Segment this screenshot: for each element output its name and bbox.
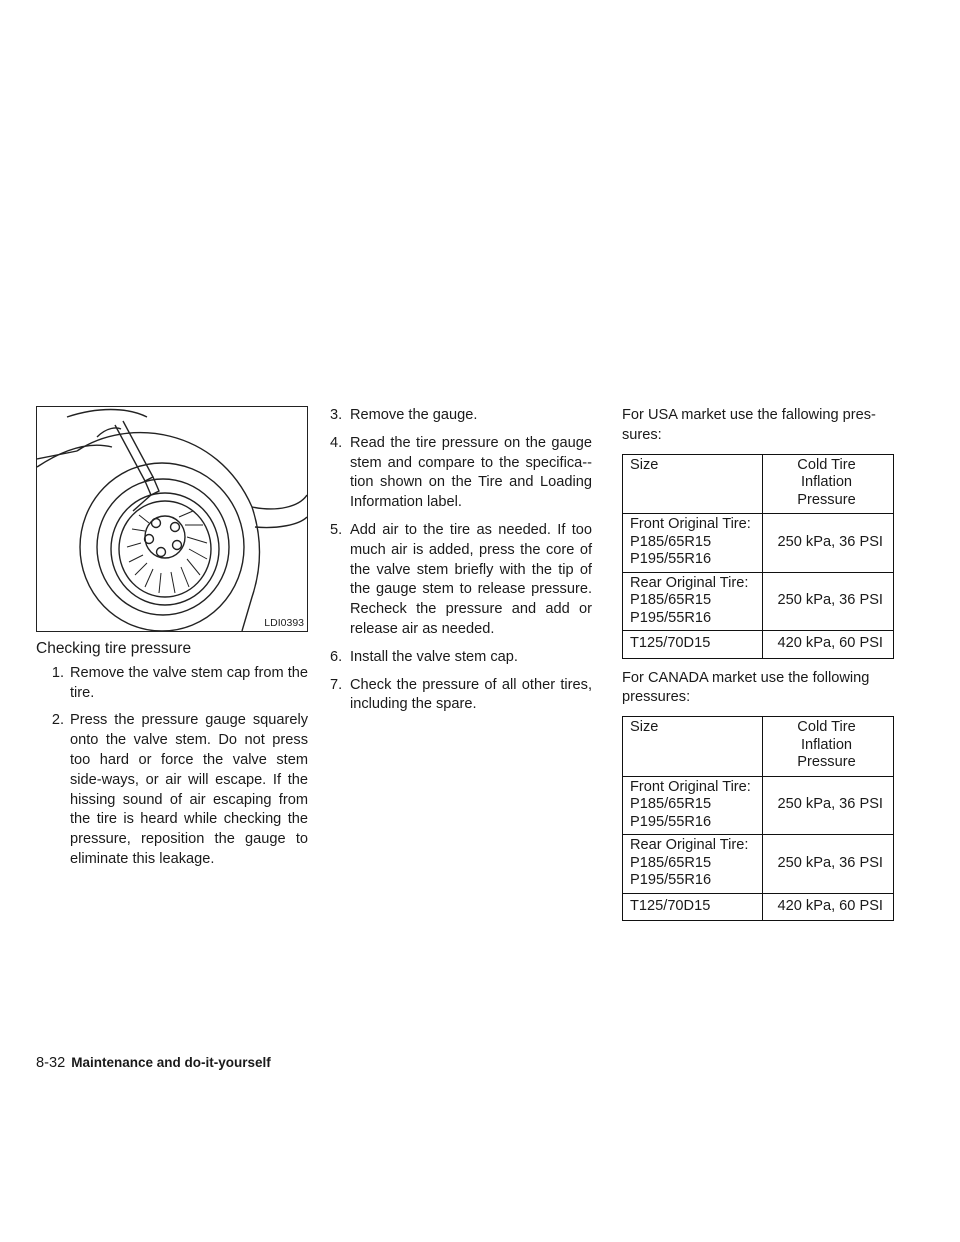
usa-pressure-table	[622, 454, 894, 659]
table-row	[623, 631, 894, 659]
column-middle	[330, 406, 592, 723]
pressure-cell: 420 kPa, 60 PSI	[763, 893, 894, 921]
table-row	[623, 776, 894, 835]
size-line: P195/55R16	[630, 813, 712, 830]
list-item	[36, 664, 308, 704]
list-item	[36, 711, 308, 869]
size-line: P185/65R15	[630, 796, 712, 813]
size-line: P195/55R16	[630, 609, 712, 626]
size-cell	[623, 572, 763, 631]
size-cell: T125/70D15	[623, 631, 763, 659]
pressure-cell: 250 kPa, 36 PSI	[763, 514, 894, 573]
step-number: 2.	[51, 712, 64, 729]
size-line: P185/65R15	[630, 533, 712, 550]
table-row	[623, 514, 894, 573]
footer-section-title: Maintenance and do-it-yourself	[71, 1055, 271, 1070]
size-line: P195/55R16	[630, 872, 712, 889]
step-text: Install the valve stem cap.	[350, 648, 518, 665]
size-line: P185/65R15	[630, 592, 712, 609]
size-cell	[623, 776, 763, 835]
canada-intro: For CANADA market use the following pressures:	[622, 669, 870, 706]
section-heading: Checking tire pressure	[36, 640, 192, 657]
size-line: Front Original Tire:	[630, 778, 751, 795]
list-item	[330, 434, 592, 513]
size-line: P185/65R15	[630, 854, 712, 871]
list-item	[330, 676, 592, 716]
step-text: Remove the gauge.	[350, 407, 478, 423]
step-number: 6.	[330, 648, 343, 665]
pressure-cell: 420 kPa, 60 PSI	[763, 631, 894, 659]
column-header-size: Size	[623, 454, 763, 514]
tire-gauge-drawing	[37, 407, 307, 631]
usa-intro: For USA market use the fallowing pres-sures:	[622, 407, 876, 443]
figure-label: LDI0393	[264, 617, 304, 629]
list-item	[330, 521, 592, 640]
list-item	[330, 648, 592, 668]
column-left	[36, 406, 308, 878]
column-header-pressure: Cold Tire Inflation Pressure	[763, 717, 894, 777]
size-line: Rear Original Tire:	[630, 574, 749, 591]
size-cell	[623, 835, 763, 894]
steps-list-1	[36, 664, 308, 870]
list-item	[330, 406, 592, 426]
column-right	[622, 406, 894, 931]
size-cell: T125/70D15	[623, 893, 763, 921]
size-cell	[623, 514, 763, 573]
step-number: 5.	[330, 521, 343, 538]
table-header-row	[623, 717, 894, 777]
column-header-size: Size	[623, 717, 763, 777]
size-line: Front Original Tire:	[630, 516, 751, 533]
page-number: 8-32	[36, 1055, 66, 1071]
step-text: Press the pressure gauge squarely onto the valve stem. Do not press too hard or force the valve stem side-ways, or air will escape. If the hissing sound of air escaping from the tire is heard while checking the pressure, reposition the gauge to eliminate this leakage.	[70, 712, 308, 867]
pressure-cell: 250 kPa, 36 PSI	[763, 572, 894, 631]
table-row	[623, 835, 894, 894]
pressure-cell: 250 kPa, 36 PSI	[763, 835, 894, 894]
step-number: 3.	[330, 407, 343, 423]
step-number: 4.	[330, 434, 343, 451]
pressure-cell: 250 kPa, 36 PSI	[763, 776, 894, 835]
step-number: 1.	[51, 664, 64, 681]
step-text: Check the pressure of all other tires, including the spare.	[350, 676, 592, 713]
table-row	[623, 572, 894, 631]
page-footer	[36, 1054, 271, 1072]
table-row	[623, 893, 894, 921]
step-text: Read the tire pressure on the gauge stem and compare to the specifica-tion shown on the Tire and Loading Information label.	[350, 434, 592, 511]
step-text: Add air to the tire as needed. If too much air is added, press the core of the valve stem briefly with the tip of the gauge stem to release pressure. Recheck the pressure and add or release air as needed.	[350, 521, 592, 637]
table-header-row	[623, 454, 894, 514]
size-line: P195/55R16	[630, 551, 712, 568]
canada-pressure-table	[622, 716, 894, 921]
step-text: Remove the valve stem cap from the tire.	[70, 664, 308, 701]
size-line: Rear Original Tire:	[630, 837, 749, 854]
steps-list-2	[330, 406, 592, 715]
tire-pressure-illustration	[36, 406, 308, 632]
column-header-pressure: Cold Tire Inflation Pressure	[763, 454, 894, 514]
step-number: 7.	[330, 676, 343, 693]
